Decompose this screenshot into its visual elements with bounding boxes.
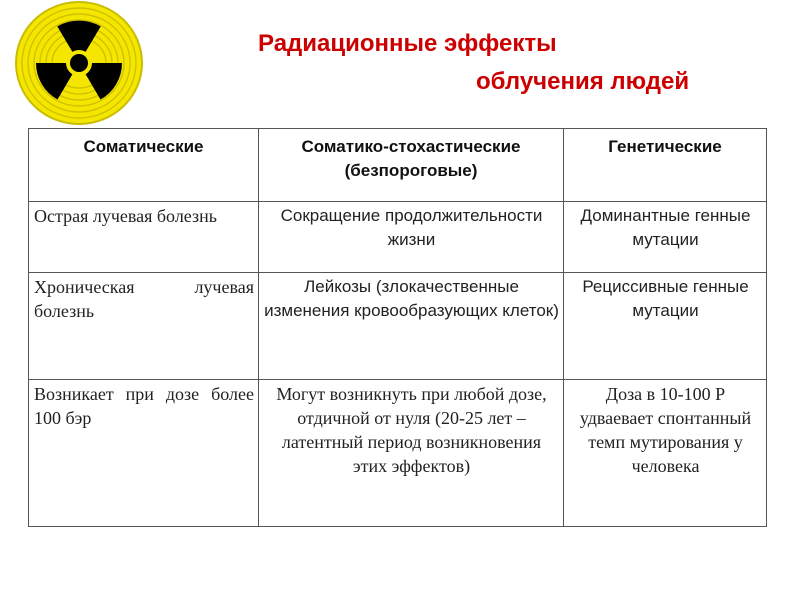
- table-cell: [29, 273, 259, 380]
- cell-text: Рециссивные генные мутации: [582, 277, 749, 320]
- table-cell: [259, 380, 564, 527]
- table-header-row: [29, 129, 767, 202]
- table-cell: [564, 380, 767, 527]
- cell-text: Острая лучевая болезнь: [34, 206, 217, 226]
- table-cell: [259, 202, 564, 273]
- cell-text: Могут возникнуть при любой дозе, отдичной от нуля (20-25 лет – латентный период возникновения этих эффектов): [276, 384, 547, 476]
- table-row: [29, 273, 767, 380]
- radiation-hazard-icon: [14, 0, 144, 126]
- table-row: [29, 380, 767, 527]
- table-row: [29, 202, 767, 273]
- cell-text: Лейкозы (злокачественные изменения кровообразующих клеток): [264, 277, 559, 320]
- cell-text: Доза в 10-100 Р удваевает спонтанный темп мутирования у человека: [579, 384, 752, 476]
- title-line-1: Радиационные эффекты: [258, 30, 557, 57]
- header-somatic-stochastic: Соматико-стохастические (безпороговые): [259, 129, 564, 202]
- cell-text: Хроническая лучевая болезнь: [34, 277, 254, 321]
- title-line-2: облучения людей: [476, 68, 690, 95]
- cell-text: Возникает при дозе более 100 бэр: [34, 384, 254, 428]
- table-cell: [259, 273, 564, 380]
- cell-text: Сокращение продолжительности жизни: [280, 206, 543, 249]
- table-cell: [564, 273, 767, 380]
- cell-text: Доминантные генные мутации: [580, 206, 751, 249]
- table-cell: [29, 202, 259, 273]
- header-somatic: Соматические: [29, 129, 259, 202]
- table-cell: [29, 380, 259, 527]
- header-genetic: Генетические: [564, 129, 767, 202]
- table-cell: [564, 202, 767, 273]
- effects-table: [28, 128, 767, 527]
